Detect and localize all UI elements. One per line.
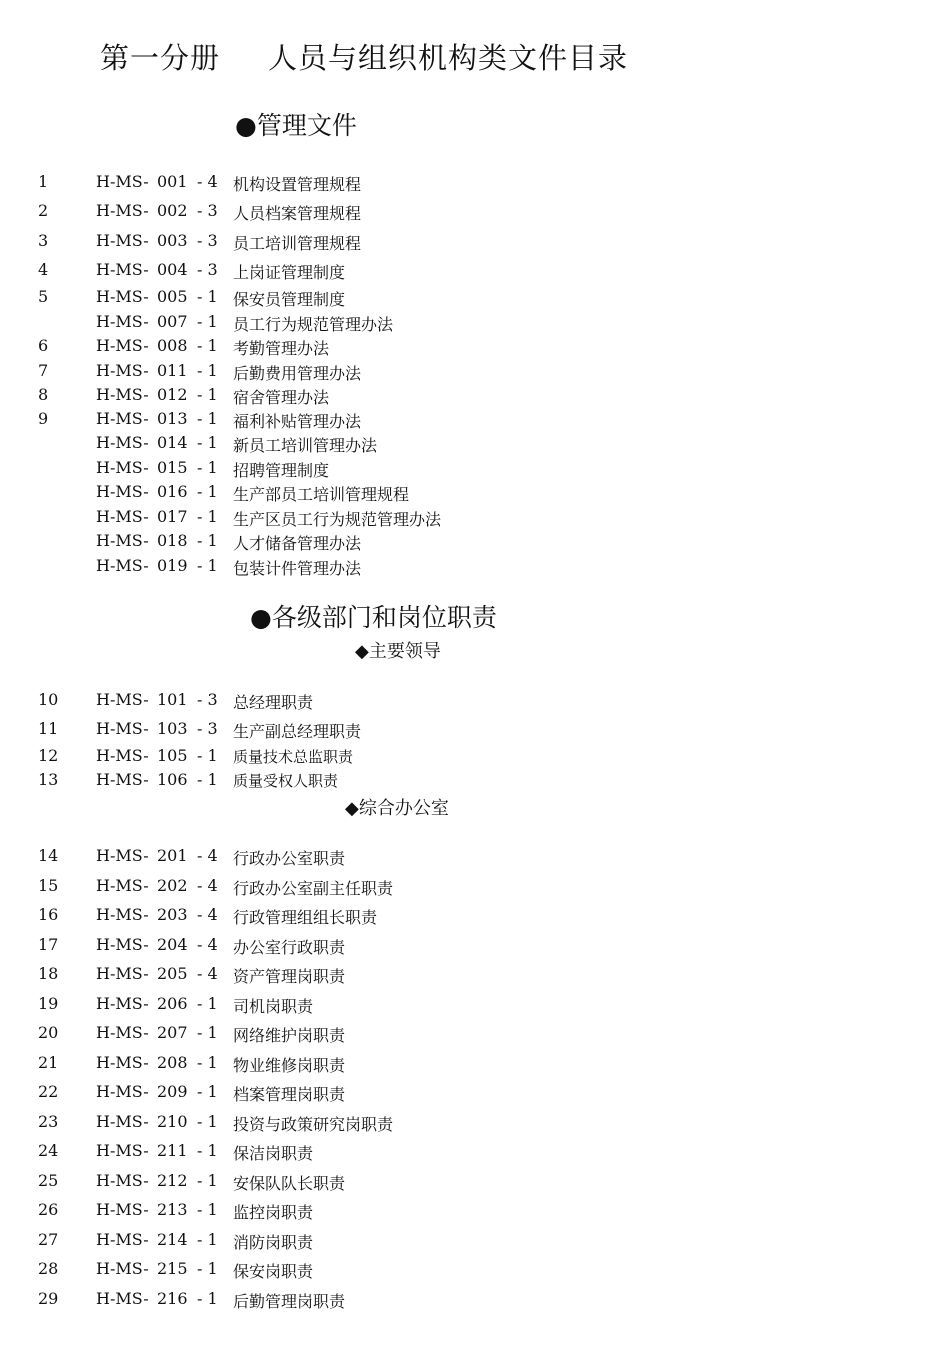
doc-revision: - 1 [197, 746, 218, 765]
doc-name: 行政办公室职责 [233, 849, 346, 868]
doc-name: 保安岗职责 [233, 1262, 314, 1281]
doc-code-number: 213 [157, 1200, 188, 1219]
doc-name: 后勤费用管理办法 [233, 364, 362, 383]
doc-code-number: 215 [157, 1259, 188, 1278]
doc-code-prefix: H-MS- [96, 201, 149, 220]
doc-name: 考勤管理办法 [233, 339, 330, 358]
doc-revision: - 1 [197, 385, 218, 404]
doc-name: 福利补贴管理办法 [233, 412, 362, 431]
doc-revision: - 4 [197, 876, 218, 895]
document-row [0, 556, 950, 580]
doc-code-prefix: H-MS- [96, 231, 149, 250]
row-number: 3 [38, 231, 49, 250]
row-number: 19 [38, 994, 59, 1013]
document-row [0, 935, 950, 959]
doc-code-number: 012 [157, 385, 188, 404]
doc-revision: - 1 [197, 507, 218, 526]
doc-name: 员工行为规范管理办法 [233, 315, 394, 334]
doc-revision: - 3 [197, 690, 218, 709]
doc-code-number: 105 [157, 746, 188, 765]
doc-code-prefix: H-MS- [96, 287, 149, 306]
document-row [0, 1200, 950, 1224]
row-number: 13 [38, 770, 59, 789]
doc-name: 机构设置管理规程 [233, 175, 362, 194]
doc-code-prefix: H-MS- [96, 361, 149, 380]
document-row [0, 746, 950, 770]
doc-code-prefix: H-MS- [96, 172, 149, 191]
doc-revision: - 1 [197, 1023, 218, 1042]
row-number: 7 [38, 361, 49, 380]
document-row [0, 1171, 950, 1195]
document-row [0, 876, 950, 900]
doc-name: 宿舍管理办法 [233, 388, 330, 407]
doc-revision: - 1 [197, 1141, 218, 1160]
doc-revision: - 1 [197, 1200, 218, 1219]
document-row [0, 231, 950, 255]
doc-revision: - 1 [197, 1171, 218, 1190]
doc-name: 后勤管理岗职责 [233, 1292, 346, 1311]
document-row [0, 482, 950, 506]
doc-name: 物业维修岗职责 [233, 1056, 346, 1075]
page-title [100, 36, 628, 77]
doc-revision: - 3 [197, 231, 218, 250]
row-number: 11 [38, 719, 59, 738]
row-number: 10 [38, 690, 59, 709]
doc-code-prefix: H-MS- [96, 746, 149, 765]
document-row [0, 312, 950, 336]
doc-name: 投资与政策研究岗职责 [233, 1115, 394, 1134]
row-number: 17 [38, 935, 59, 954]
doc-code-number: 004 [157, 260, 188, 279]
doc-revision: - 1 [197, 1230, 218, 1249]
doc-name: 包装计件管理办法 [233, 559, 362, 578]
document-row [0, 1259, 950, 1283]
doc-code-prefix: H-MS- [96, 1230, 149, 1249]
doc-code-prefix: H-MS- [96, 1082, 149, 1101]
row-number: 18 [38, 964, 59, 983]
doc-code-number: 017 [157, 507, 188, 526]
doc-name: 生产区员工行为规范管理办法 [233, 510, 442, 529]
doc-code-number: 016 [157, 482, 188, 501]
doc-code-number: 007 [157, 312, 188, 331]
doc-revision: - 4 [197, 935, 218, 954]
doc-revision: - 1 [197, 1289, 218, 1308]
doc-code-number: 005 [157, 287, 188, 306]
row-number: 22 [38, 1082, 59, 1101]
document-row [0, 846, 950, 870]
row-number: 5 [38, 287, 49, 306]
document-row [0, 172, 950, 196]
doc-code-number: 208 [157, 1053, 188, 1072]
doc-code-number: 211 [157, 1141, 188, 1160]
row-number: 26 [38, 1200, 59, 1219]
volume-label: 第一分册 [100, 41, 221, 75]
doc-name: 生产副总经理职责 [233, 722, 362, 741]
doc-name: 网络维护岗职责 [233, 1026, 346, 1045]
doc-name: 消防岗职责 [233, 1233, 314, 1252]
doc-code-prefix: H-MS- [96, 1289, 149, 1308]
doc-code-number: 202 [157, 876, 188, 895]
row-number: 20 [38, 1023, 59, 1042]
row-number: 15 [38, 876, 59, 895]
doc-code-number: 103 [157, 719, 188, 738]
doc-code-prefix: H-MS- [96, 964, 149, 983]
doc-code-number: 013 [157, 409, 188, 428]
doc-name: 司机岗职责 [233, 997, 314, 1016]
doc-name: 总经理职责 [233, 693, 314, 712]
doc-code-prefix: H-MS- [96, 507, 149, 526]
document-row [0, 409, 950, 433]
doc-revision: - 1 [197, 336, 218, 355]
doc-name: 监控岗职责 [233, 1203, 314, 1222]
subsection-heading-leaders: ◆主要领导 [355, 641, 441, 662]
doc-code-number: 106 [157, 770, 188, 789]
doc-name: 招聘管理制度 [233, 461, 330, 480]
doc-name: 员工培训管理规程 [233, 234, 362, 253]
doc-code-prefix: H-MS- [96, 531, 149, 550]
doc-name: 人才储备管理办法 [233, 534, 362, 553]
row-number: 25 [38, 1171, 59, 1190]
row-number: 8 [38, 385, 49, 404]
doc-code-prefix: H-MS- [96, 312, 149, 331]
doc-revision: - 1 [197, 531, 218, 550]
row-number: 24 [38, 1141, 59, 1160]
doc-revision: - 1 [197, 1053, 218, 1072]
doc-code-number: 019 [157, 556, 188, 575]
doc-name: 资产管理岗职责 [233, 967, 346, 986]
doc-code-prefix: H-MS- [96, 846, 149, 865]
document-row [0, 964, 950, 988]
row-number: 6 [38, 336, 49, 355]
doc-revision: - 1 [197, 556, 218, 575]
document-row [0, 994, 950, 1018]
document-row [0, 507, 950, 531]
document-row [0, 1023, 950, 1047]
doc-name: 新员工培训管理办法 [233, 436, 378, 455]
doc-revision: - 3 [197, 719, 218, 738]
doc-code-number: 209 [157, 1082, 188, 1101]
doc-revision: - 1 [197, 287, 218, 306]
doc-name: 行政办公室副主任职责 [233, 879, 394, 898]
document-row [0, 719, 950, 743]
doc-revision: - 1 [197, 409, 218, 428]
doc-code-prefix: H-MS- [96, 876, 149, 895]
section-heading-departments: ●各级部门和岗位职责 [250, 603, 497, 632]
document-row [0, 260, 950, 284]
document-row [0, 433, 950, 457]
doc-revision: - 3 [197, 201, 218, 220]
doc-code-prefix: H-MS- [96, 1171, 149, 1190]
doc-name: 生产部员工培训管理规程 [233, 485, 410, 504]
doc-revision: - 1 [197, 1259, 218, 1278]
doc-code-number: 014 [157, 433, 188, 452]
doc-name: 质量技术总监职责 [233, 748, 354, 766]
doc-code-number: 203 [157, 905, 188, 924]
doc-code-number: 206 [157, 994, 188, 1013]
doc-code-prefix: H-MS- [96, 905, 149, 924]
document-row [0, 1230, 950, 1254]
doc-code-prefix: H-MS- [96, 260, 149, 279]
document-row [0, 201, 950, 225]
catalog-title: 人员与组织机构类文件目录 [268, 41, 629, 75]
doc-revision: - 1 [197, 433, 218, 452]
doc-code-number: 003 [157, 231, 188, 250]
row-number: 27 [38, 1230, 59, 1249]
doc-revision: - 4 [197, 172, 218, 191]
document-row [0, 905, 950, 929]
doc-code-number: 011 [157, 361, 188, 380]
doc-revision: - 4 [197, 846, 218, 865]
doc-name: 安保队队长职责 [233, 1174, 346, 1193]
doc-name: 档案管理岗职责 [233, 1085, 346, 1104]
doc-code-number: 205 [157, 964, 188, 983]
document-row [0, 287, 950, 311]
doc-code-prefix: H-MS- [96, 458, 149, 477]
doc-code-prefix: H-MS- [96, 385, 149, 404]
doc-code-prefix: H-MS- [96, 1112, 149, 1131]
doc-code-number: 210 [157, 1112, 188, 1131]
doc-revision: - 1 [197, 458, 218, 477]
row-number: 14 [38, 846, 59, 865]
doc-code-prefix: H-MS- [96, 690, 149, 709]
row-number: 12 [38, 746, 59, 765]
document-row [0, 361, 950, 385]
row-number: 29 [38, 1289, 59, 1308]
row-number: 28 [38, 1259, 59, 1278]
document-row [0, 531, 950, 555]
doc-revision: - 3 [197, 260, 218, 279]
doc-revision: - 1 [197, 312, 218, 331]
document-row [0, 1082, 950, 1106]
doc-name: 上岗证管理制度 [233, 263, 346, 282]
doc-name: 行政管理组组长职责 [233, 908, 378, 927]
doc-name: 保洁岗职责 [233, 1144, 314, 1163]
row-number: 16 [38, 905, 59, 924]
document-row [0, 1141, 950, 1165]
doc-code-number: 201 [157, 846, 188, 865]
doc-name: 质量受权人职责 [233, 772, 339, 790]
doc-revision: - 1 [197, 482, 218, 501]
row-number: 21 [38, 1053, 59, 1072]
doc-code-prefix: H-MS- [96, 719, 149, 738]
row-number: 9 [38, 409, 49, 428]
doc-revision: - 1 [197, 994, 218, 1013]
doc-code-number: 001 [157, 172, 188, 191]
doc-code-number: 015 [157, 458, 188, 477]
doc-code-prefix: H-MS- [96, 433, 149, 452]
doc-code-prefix: H-MS- [96, 556, 149, 575]
doc-code-prefix: H-MS- [96, 1141, 149, 1160]
doc-code-prefix: H-MS- [96, 770, 149, 789]
document-row [0, 690, 950, 714]
doc-code-prefix: H-MS- [96, 1259, 149, 1278]
doc-code-prefix: H-MS- [96, 1053, 149, 1072]
doc-revision: - 1 [197, 1112, 218, 1131]
row-number: 4 [38, 260, 49, 279]
doc-code-prefix: H-MS- [96, 336, 149, 355]
doc-code-prefix: H-MS- [96, 482, 149, 501]
document-row [0, 385, 950, 409]
doc-revision: - 1 [197, 361, 218, 380]
doc-code-prefix: H-MS- [96, 409, 149, 428]
row-number: 2 [38, 201, 49, 220]
subsection-heading-office: ◆综合办公室 [345, 798, 449, 819]
doc-revision: - 1 [197, 1082, 218, 1101]
document-row [0, 458, 950, 482]
doc-code-number: 216 [157, 1289, 188, 1308]
document-row [0, 1112, 950, 1136]
row-number: 23 [38, 1112, 59, 1131]
doc-code-prefix: H-MS- [96, 1023, 149, 1042]
doc-code-number: 214 [157, 1230, 188, 1249]
doc-code-number: 018 [157, 531, 188, 550]
doc-code-prefix: H-MS- [96, 935, 149, 954]
doc-code-number: 212 [157, 1171, 188, 1190]
row-number: 1 [38, 172, 49, 191]
doc-code-number: 101 [157, 690, 188, 709]
doc-code-prefix: H-MS- [96, 1200, 149, 1219]
doc-code-prefix: H-MS- [96, 994, 149, 1013]
section-heading-management: ●管理文件 [235, 111, 357, 140]
doc-revision: - 4 [197, 964, 218, 983]
doc-code-number: 207 [157, 1023, 188, 1042]
document-row [0, 336, 950, 360]
doc-revision: - 4 [197, 905, 218, 924]
doc-code-number: 002 [157, 201, 188, 220]
doc-revision: - 1 [197, 770, 218, 789]
doc-name: 人员档案管理规程 [233, 204, 362, 223]
doc-name: 办公室行政职责 [233, 938, 346, 957]
doc-name: 保安员管理制度 [233, 290, 346, 309]
doc-code-number: 008 [157, 336, 188, 355]
doc-code-number: 204 [157, 935, 188, 954]
document-row [0, 1053, 950, 1077]
document-row [0, 770, 950, 794]
document-row [0, 1289, 950, 1313]
